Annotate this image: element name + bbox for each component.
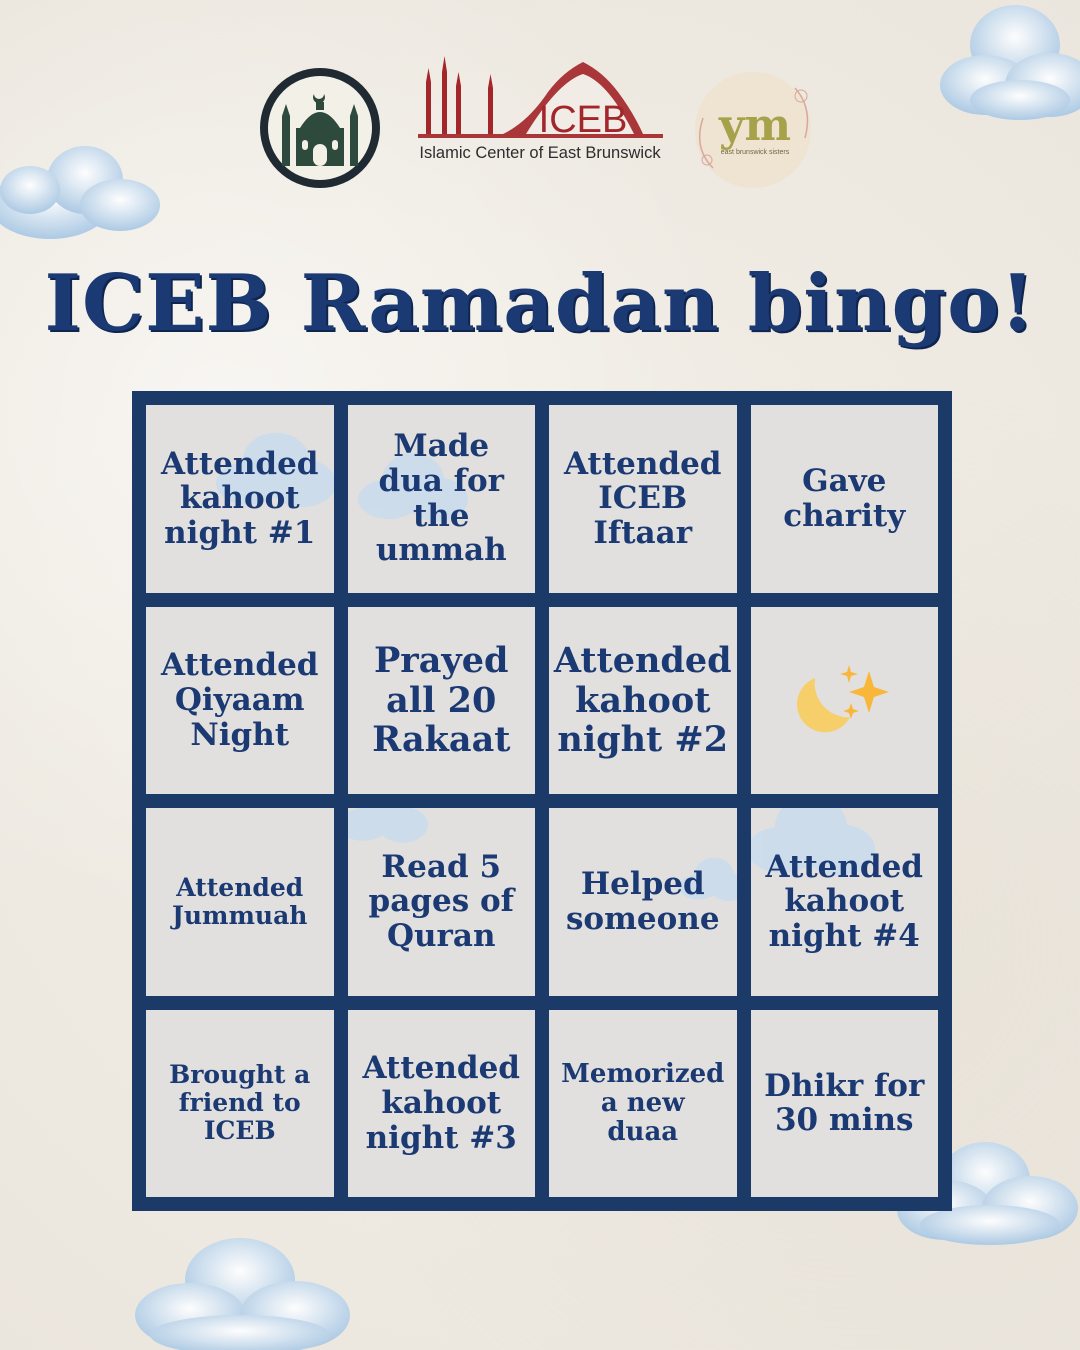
cloud-bottom-left: [130, 1230, 350, 1350]
bingo-cell: [146, 808, 334, 996]
iceb-logo: [408, 52, 672, 171]
cloud-top-right: [940, 0, 1080, 130]
bingo-cell: [348, 607, 536, 795]
bingo-cell-text: Attended kahoot night #3: [362, 1050, 520, 1156]
iceb-logo-short: ICEB: [538, 99, 628, 141]
cloud-top-left: [0, 125, 170, 245]
bingo-cell: [146, 607, 334, 795]
mosque-logo: [258, 66, 382, 194]
bingo-cell-text: Prayed all 20 Rakaat: [372, 640, 511, 760]
bingo-cell: [146, 405, 334, 593]
bingo-cell: [549, 607, 737, 795]
ym-logo-subtitle: east brunswick sisters: [720, 149, 790, 156]
iceb-logo-full-name: Islamic Center of East Brunswick: [419, 144, 661, 162]
bingo-cell-text: Attended kahoot night #2: [553, 640, 732, 760]
bingo-cell: [549, 1010, 737, 1198]
ym-logo-mark: ym: [718, 100, 792, 151]
bingo-cell-text: Gave charity: [783, 463, 906, 534]
bingo-cell-text: Attended Jummuah: [172, 872, 308, 930]
bingo-cell-text: Attended kahoot night #4: [765, 848, 923, 955]
bingo-cell-text: Read 5 pages of Quran: [368, 848, 514, 955]
bingo-cell-text: Attended ICEB Iftaar: [564, 445, 722, 552]
page-title: ICEB Ramadan bingo!: [44, 258, 1036, 349]
bingo-cell-text: Helped someone: [565, 866, 720, 937]
crescent-moon-sparkles-icon: [789, 665, 899, 735]
bingo-cell-text: Dhikr for 30 mins: [764, 1067, 925, 1139]
bingo-cell: [751, 808, 939, 996]
ym-logo: [683, 68, 823, 196]
bingo-cell: [348, 808, 536, 996]
bingo-card: [132, 391, 952, 1211]
cloud-decoration: [348, 808, 428, 852]
bingo-cell: [348, 1010, 536, 1198]
bingo-cell: [751, 1010, 939, 1198]
bingo-cell: [348, 405, 536, 593]
bingo-cell-text: Memorized a new duaa: [561, 1058, 725, 1147]
bingo-cell: [549, 808, 737, 996]
bingo-cell-text: Brought a friend to ICEB: [169, 1060, 311, 1146]
bingo-cell: [549, 405, 737, 593]
bingo-cell-text: Made dua for the ummah: [375, 428, 507, 569]
bingo-cell: [751, 607, 939, 795]
bingo-cell: [146, 1010, 334, 1198]
bingo-cell-text: Attended kahoot night #1: [161, 445, 319, 552]
bingo-cell-text: Attended Qiyaam Night: [161, 647, 319, 753]
bingo-cell: [751, 405, 939, 593]
mosque-icon: [258, 66, 382, 190]
